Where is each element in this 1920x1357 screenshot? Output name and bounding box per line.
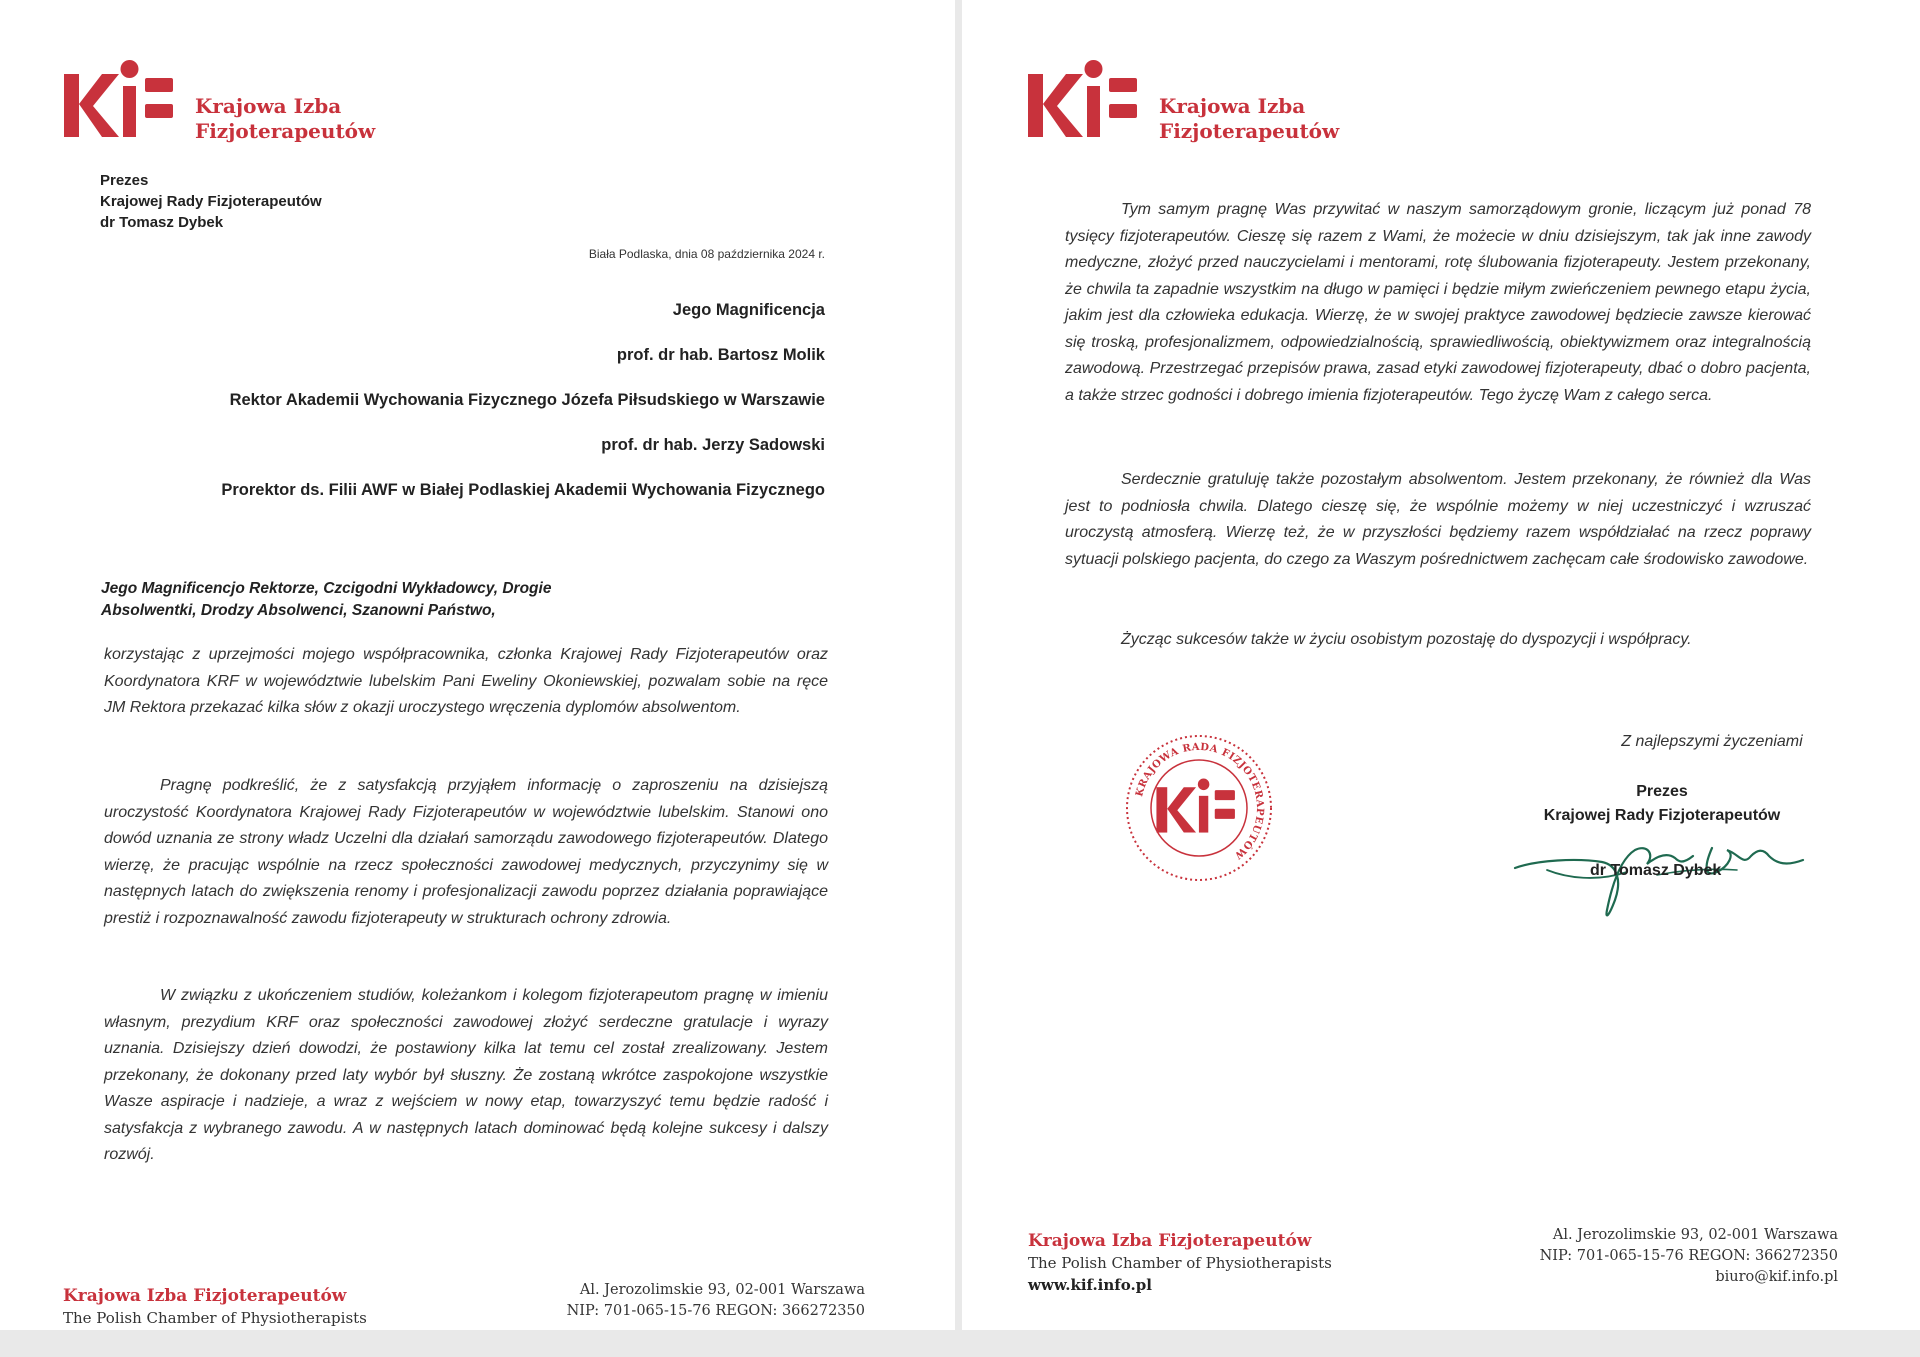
letter-date: Biała Podlaska, dnia 08 października 2024 r. xyxy=(588,247,825,261)
recipient-line: prof. dr hab. Jerzy Sadowski xyxy=(601,436,825,454)
body-paragraph: W związku z ukończeniem studiów, koleżankom i kolegom fizjoterapeutom pragnę w imieniu własnym, prezydium KRF oraz społeczności zawodowej złożyć serdeczne gratulacje i wyrazy uznania. Dzisiejszy dzień dowodzi, że postawiony kilka lat temu cel został zrealizowany. Jestem przekonany, że dokonany przed laty wybór był słuszny. Że zostaną wkrótce zaspokojone wszystkie Wasze aspiracje i nadzieje, a wraz z wejściem w nowy etap, towarzyszyć temu będzie radość i satysfakcja z wybranego zawodu. A w następnych latach dominować będą kolejne sukcesy i dalszy rozwój. xyxy=(104,987,828,1163)
footer-ids: NIP: 701-065-15-76 REGON: 366272350 xyxy=(1539,1248,1838,1264)
kif-logo-text xyxy=(1159,94,1339,144)
recipient-line: Rektor Akademii Wychowania Fizycznego Józefa Piłsudskiego w Warszawie xyxy=(229,391,825,409)
kif-logo-icon xyxy=(1026,44,1151,144)
letter-page-1 xyxy=(0,0,955,1330)
body-paragraph: Tym samym pragnę Was przywitać w naszym samorządowym gronie, liczącym już ponad 78 tysięcy fizjoterapeutów. Cieszę się razem z Wami, że możecie w dniu dzisiejszym, tak jak inne zawody medyczne, złożyć przed nauczycielami i mentorami, rotę ślubowania fizjoterapeuty. Jestem przekonany, że chwila ta zapadnie wszystkim na długo w pamięci i będzie miłym zwieńczeniem pewnego etapu życia, jakim jest dla człowieka edukacja. Wierzę, że w swojej praktyce zawodowej będziecie zawsze kierować się troską, profesjonalizmem, odpowiedzialnością, sprawiedliwością, obiektywizmem oraz integralnością zawodową. Przestrzegać przepisów prawa, zasad etyki zawodowej fizjoterapeuty, dbać o dobro pacjenta, a także strzec godności i dobrego imienia fizjoterapeutów. Tego życzę Wam z całego serca. xyxy=(1065,201,1811,404)
kif-logo-icon xyxy=(62,44,187,144)
official-seal xyxy=(1124,733,1274,883)
footer-ids: NIP: 701-065-15-76 REGON: 366272350 xyxy=(566,1303,865,1319)
footer-email: biuro@kif.info.pl xyxy=(1715,1269,1838,1285)
letter-page-2 xyxy=(962,0,1920,1330)
footer-address xyxy=(567,1280,865,1322)
footer-brand-name: Krajowa Izba Fizjoterapeutów xyxy=(63,1286,347,1306)
closing-title: Prezes xyxy=(1636,783,1688,800)
footer-brand-english: The Polish Chamber of Physiotherapists xyxy=(1028,1254,1332,1272)
footer-street: Al. Jerozolimskie 93, 02-001 Warszawa xyxy=(579,1282,865,1298)
logo-line-1: Krajowa Izba xyxy=(1159,94,1306,118)
closing-org: Krajowej Rady Fizjoterapeutów xyxy=(1543,807,1781,824)
sender-org: Krajowej Rady Fizjoterapeutów xyxy=(100,193,322,210)
footer-brand-name: Krajowa Izba Fizjoterapeutów xyxy=(1028,1231,1312,1251)
seal-text: KRAJOWA RADA FIZJOTERAPEUTÓW xyxy=(1134,741,1266,861)
recipient-line: prof. dr hab. Bartosz Molik xyxy=(616,346,825,364)
kif-logo-text xyxy=(195,94,375,144)
footer-street: Al. Jerozolimskie 93, 02-001 Warszawa xyxy=(1552,1227,1838,1243)
footer-brand xyxy=(63,1285,367,1329)
recipient-line: Jego Magnificencja xyxy=(672,301,825,319)
recipients-block xyxy=(125,300,825,525)
footer-brand-english: The Polish Chamber of Physiotherapists xyxy=(63,1309,367,1327)
body-paragraph: Pragnę podkreślić, że z satysfakcją przyjąłem informację o zaproszeniu na dzisiejszą uroczystość Koordynatora Krajowej Rady Fizjoterapeutów w województwie lubelskim. Stanowi ono dowód uznania ze strony władz Uczelni dla działań samorządu zawodowego fizjoterapeutów. Dlatego wierzę, że pracując wspólnie na rzecz społeczności zawodowej medycznych, przyczynimy się w następnych latach do zwiększenia renomy i profesjonalizacji zawodu poprzez działania poprawiające prestiż i rozpoznawalność zawodu fizjoterapeuty w strukturach ochrony zdrowia. xyxy=(104,777,828,927)
sender-title: Prezes xyxy=(100,172,149,189)
footer-website: www.kif.info.pl xyxy=(1028,1276,1152,1294)
footer-brand xyxy=(1028,1230,1332,1296)
logo-line-1: Krajowa Izba xyxy=(195,94,342,118)
footer-address xyxy=(1540,1225,1838,1288)
body-paragraph: Życząc sukcesów także w życiu osobistym pozostaję do dyspozycji i współpracy. xyxy=(1121,631,1692,648)
logo-line-2: Fizjoterapeutów xyxy=(1159,119,1340,143)
logo-line-2: Fizjoterapeutów xyxy=(195,119,376,143)
sender-name: dr Tomasz Dybek xyxy=(100,214,224,231)
body-paragraph: Serdecznie gratuluję także pozostałym absolwentom. Jestem przekonany, że również dla Was jest to podniosła chwila. Dlatego cieszę się, że wspólnie możemy w niej uczestniczyć i wzruszać uroczystą atmosferą. Wierzę też, że w przyszłości będziemy razem współdziałać na rzecz poprawy sytuacji polskiego pacjenta, do czego za Waszym pośrednictwem zachęcam całe środowisko zawodowe. xyxy=(1065,471,1811,568)
seal-icon xyxy=(1124,733,1274,883)
body-paragraph: korzystając z uprzejmości mojego współpracownika, członka Krajowej Rady Fizjoterapeutów oraz Koordynatora KRF w województwie lubelskim Pani Eweliny Okoniewskiej, pozwalam sobie na ręce JM Rektora przekazać kilka słów z okazji uroczystego wręczenia dyplomów absolwentom. xyxy=(104,646,828,716)
closing-name: dr Tomasz Dybek xyxy=(1590,862,1722,879)
recipient-line: Prorektor ds. Filii AWF w Białej Podlaskiej Akademii Wychowania Fizycznego xyxy=(221,481,825,499)
closing-wish: Z najlepszymi życzeniami xyxy=(1621,733,1803,750)
sender-block xyxy=(100,170,322,233)
salutation: Jego Magnificencjo Rektorze, Czcigodni Wykładowcy, Drogie Absolwentki, Drodzy Absolwenci, Szanowni Państwo, xyxy=(101,580,552,619)
